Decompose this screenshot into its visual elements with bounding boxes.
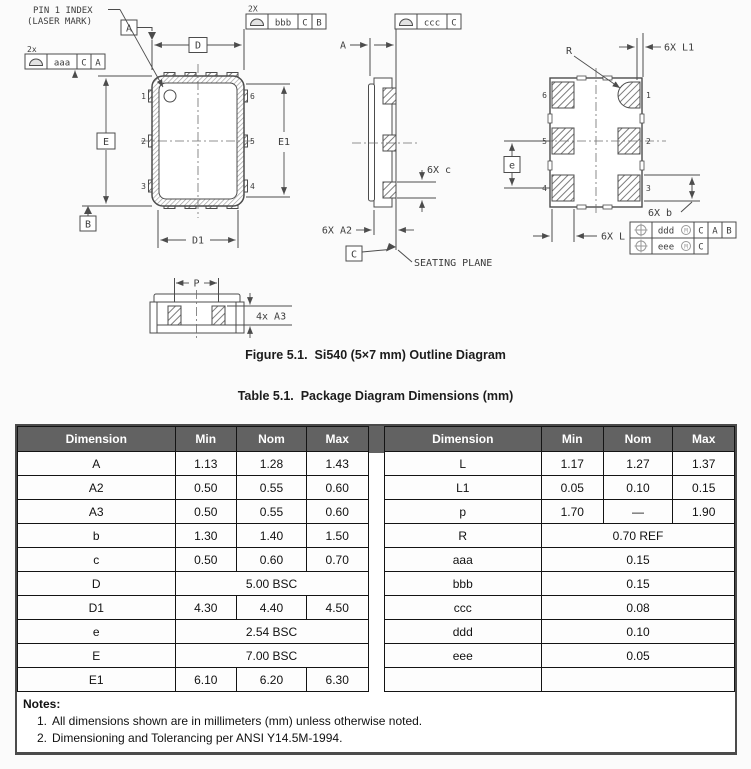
dim-label-6x-b: 6X b xyxy=(648,208,673,219)
svg-text:aaa: aaa xyxy=(53,58,71,69)
datum-A: A xyxy=(125,23,133,35)
table-row xyxy=(18,524,369,548)
nom: 0.55 xyxy=(237,500,307,524)
svg-text:C: C xyxy=(698,242,704,253)
table-caption: Table 5.1. Package Diagram Dimensions (mm) xyxy=(237,389,514,403)
table-row xyxy=(18,596,369,620)
note-number: 1. xyxy=(37,714,48,728)
dim: A3 xyxy=(18,500,176,524)
svg-text:1: 1 xyxy=(646,91,651,100)
feature-control-frame-bbb xyxy=(246,5,326,30)
svg-text:M: M xyxy=(684,243,688,251)
nom: 0.60 xyxy=(237,548,307,572)
bottom-view xyxy=(504,33,736,254)
max: 0.70 xyxy=(306,548,368,572)
table-row xyxy=(384,644,735,668)
dim: ccc xyxy=(384,596,542,620)
dim-label-D: D xyxy=(194,40,202,52)
table-row xyxy=(384,524,735,548)
span: 7.00 BSC xyxy=(175,644,368,668)
dim-label-e: e xyxy=(508,160,516,172)
table-row xyxy=(384,476,735,500)
min: 4.30 xyxy=(175,596,237,620)
table-row xyxy=(384,620,735,644)
svg-text:3: 3 xyxy=(141,182,146,191)
svg-text:eee: eee xyxy=(657,242,675,253)
svg-text:5: 5 xyxy=(250,137,255,146)
span: 0.15 xyxy=(542,548,735,572)
min: 0.50 xyxy=(175,548,237,572)
min: 0.05 xyxy=(542,476,604,500)
dim-label-6x-L1: 6X L1 xyxy=(664,42,695,54)
feature-control-frame-ccc xyxy=(395,14,461,29)
svg-text:ddd: ddd xyxy=(657,226,675,237)
dim-label-6x-c: 6X c xyxy=(427,165,452,176)
pad-3 xyxy=(618,175,640,201)
dim: A2 xyxy=(18,476,176,500)
pin-number: 1 xyxy=(141,92,146,101)
dimensions-table-right xyxy=(384,426,736,692)
notes-title: Notes: xyxy=(23,697,61,711)
dim: E xyxy=(18,644,176,668)
feature-control-frame-ddd xyxy=(630,222,736,238)
svg-text:C: C xyxy=(451,18,457,29)
pad-4 xyxy=(552,175,574,201)
svg-text:C: C xyxy=(302,18,308,29)
max: 1.43 xyxy=(306,452,368,476)
pin-number: 6 xyxy=(542,91,547,100)
dim: A xyxy=(18,452,176,476)
dim-label-P: P xyxy=(193,278,200,290)
dim-label-4x-A3: 4x A3 xyxy=(256,311,287,323)
span: 0.10 xyxy=(542,620,735,644)
nom: 1.28 xyxy=(237,452,307,476)
table-row xyxy=(384,596,735,620)
dim-label-E1: E1 xyxy=(277,137,291,148)
max: 0.15 xyxy=(673,476,735,500)
svg-text:ccc: ccc xyxy=(423,18,441,29)
table-row xyxy=(18,548,369,572)
col-header: Min xyxy=(542,427,604,452)
min: 6.10 xyxy=(175,668,237,692)
note-item xyxy=(37,714,727,728)
svg-text:6: 6 xyxy=(250,92,255,101)
table-row xyxy=(18,572,369,596)
nom: 0.55 xyxy=(237,476,307,500)
table-row xyxy=(384,452,735,476)
col-header: Max xyxy=(306,427,368,452)
seating-plane-label: SEATING PLANE xyxy=(414,258,493,269)
table-gap xyxy=(369,426,384,692)
svg-text:C: C xyxy=(698,226,704,237)
table-row xyxy=(384,548,735,572)
top-view xyxy=(25,5,326,249)
outline-diagram xyxy=(0,0,751,345)
col-header: Nom xyxy=(603,427,673,452)
dim-label-6x-L: 6X L xyxy=(601,231,626,243)
dim: p xyxy=(384,500,542,524)
svg-text:bbb: bbb xyxy=(274,18,292,29)
svg-text:2: 2 xyxy=(646,137,651,146)
svg-text:B: B xyxy=(316,18,322,29)
dim: L1 xyxy=(384,476,542,500)
table-row xyxy=(384,668,735,692)
nom: 1.27 xyxy=(603,452,673,476)
table-row xyxy=(18,452,369,476)
span xyxy=(542,668,735,692)
svg-text:2x: 2x xyxy=(27,45,37,54)
dim: L xyxy=(384,452,542,476)
max: 0.60 xyxy=(306,500,368,524)
dim: D xyxy=(18,572,176,596)
max: 1.90 xyxy=(673,500,735,524)
dim: ddd xyxy=(384,620,542,644)
svg-text:B: B xyxy=(726,226,732,237)
dim: R xyxy=(384,524,542,548)
table-row xyxy=(18,476,369,500)
pin1-index-label: PIN 1 INDEX xyxy=(33,6,93,16)
min: 0.50 xyxy=(175,500,237,524)
feature-control-frame-aaa xyxy=(25,45,105,76)
table-row xyxy=(18,668,369,692)
datum-B: B xyxy=(84,219,92,231)
note-item xyxy=(37,731,727,745)
datum-C: C xyxy=(350,249,358,261)
svg-text:2: 2 xyxy=(141,137,146,146)
dim-label-6x-A2: 6X A2 xyxy=(321,225,352,237)
col-header: Dimension xyxy=(18,427,176,452)
table-row xyxy=(18,644,369,668)
span: 2.54 BSC xyxy=(175,620,368,644)
min: 1.70 xyxy=(542,500,604,524)
span: 0.15 xyxy=(542,572,735,596)
dim-label-R: R xyxy=(566,46,573,57)
note-number: 2. xyxy=(37,731,48,745)
svg-text:4: 4 xyxy=(542,184,547,193)
notes-section xyxy=(17,692,735,752)
dim: e xyxy=(18,620,176,644)
note-text: Dimensioning and Tolerancing per ANSI Y14.5M-1994. xyxy=(52,731,343,745)
dimensions-panel xyxy=(15,424,737,755)
max: 4.50 xyxy=(306,596,368,620)
pin1-index-mark xyxy=(164,90,176,102)
note-text: All dimensions shown are in millimeters (mm) unless otherwise noted. xyxy=(52,714,423,728)
span: 0.70 REF xyxy=(542,524,735,548)
dim xyxy=(384,668,542,692)
min: 1.13 xyxy=(175,452,237,476)
dim: E1 xyxy=(18,668,176,692)
table-row xyxy=(384,500,735,524)
max: 1.50 xyxy=(306,524,368,548)
col-header: Max xyxy=(673,427,735,452)
dim-label-A: A xyxy=(339,40,346,52)
figure-caption: Figure 5.1. Si540 (5×7 mm) Outline Diagram xyxy=(245,348,506,362)
dim: aaa xyxy=(384,548,542,572)
table-row xyxy=(18,620,369,644)
laser-mark-label: (LASER MARK) xyxy=(27,17,93,27)
svg-text:2X: 2X xyxy=(248,4,258,14)
span: 5.00 BSC xyxy=(175,572,368,596)
dim: eee xyxy=(384,644,542,668)
dim: c xyxy=(18,548,176,572)
nom: 1.40 xyxy=(237,524,307,548)
pad-1 xyxy=(618,82,640,108)
dim-label-E: E xyxy=(102,137,110,148)
min: 1.30 xyxy=(175,524,237,548)
svg-text:A: A xyxy=(95,58,101,69)
nom: 6.20 xyxy=(237,668,307,692)
col-header: Min xyxy=(175,427,237,452)
svg-text:3: 3 xyxy=(646,184,651,193)
table-row xyxy=(18,500,369,524)
end-view xyxy=(150,278,292,338)
dim: bbb xyxy=(384,572,542,596)
svg-text:M: M xyxy=(684,227,688,235)
table-row xyxy=(384,572,735,596)
span: 0.08 xyxy=(542,596,735,620)
nom: 4.40 xyxy=(237,596,307,620)
feature-control-frame-eee xyxy=(630,238,708,254)
col-header: Nom xyxy=(237,427,307,452)
min: 0.50 xyxy=(175,476,237,500)
max: 6.30 xyxy=(306,668,368,692)
dimensions-table-left xyxy=(17,426,369,692)
side-view xyxy=(322,14,492,269)
dim: b xyxy=(18,524,176,548)
nom: — xyxy=(603,500,673,524)
svg-text:4: 4 xyxy=(250,182,255,191)
min: 1.17 xyxy=(542,452,604,476)
max: 1.37 xyxy=(673,452,735,476)
nom: 0.10 xyxy=(603,476,673,500)
col-header: Dimension xyxy=(384,427,542,452)
dim: D1 xyxy=(18,596,176,620)
svg-text:A: A xyxy=(712,226,718,237)
header-row xyxy=(18,427,369,452)
max: 0.60 xyxy=(306,476,368,500)
dim-label-D1: D1 xyxy=(191,235,205,247)
svg-text:5: 5 xyxy=(542,137,547,146)
header-row xyxy=(384,427,735,452)
pad-6 xyxy=(552,82,574,108)
span: 0.05 xyxy=(542,644,735,668)
svg-text:C: C xyxy=(81,58,87,69)
